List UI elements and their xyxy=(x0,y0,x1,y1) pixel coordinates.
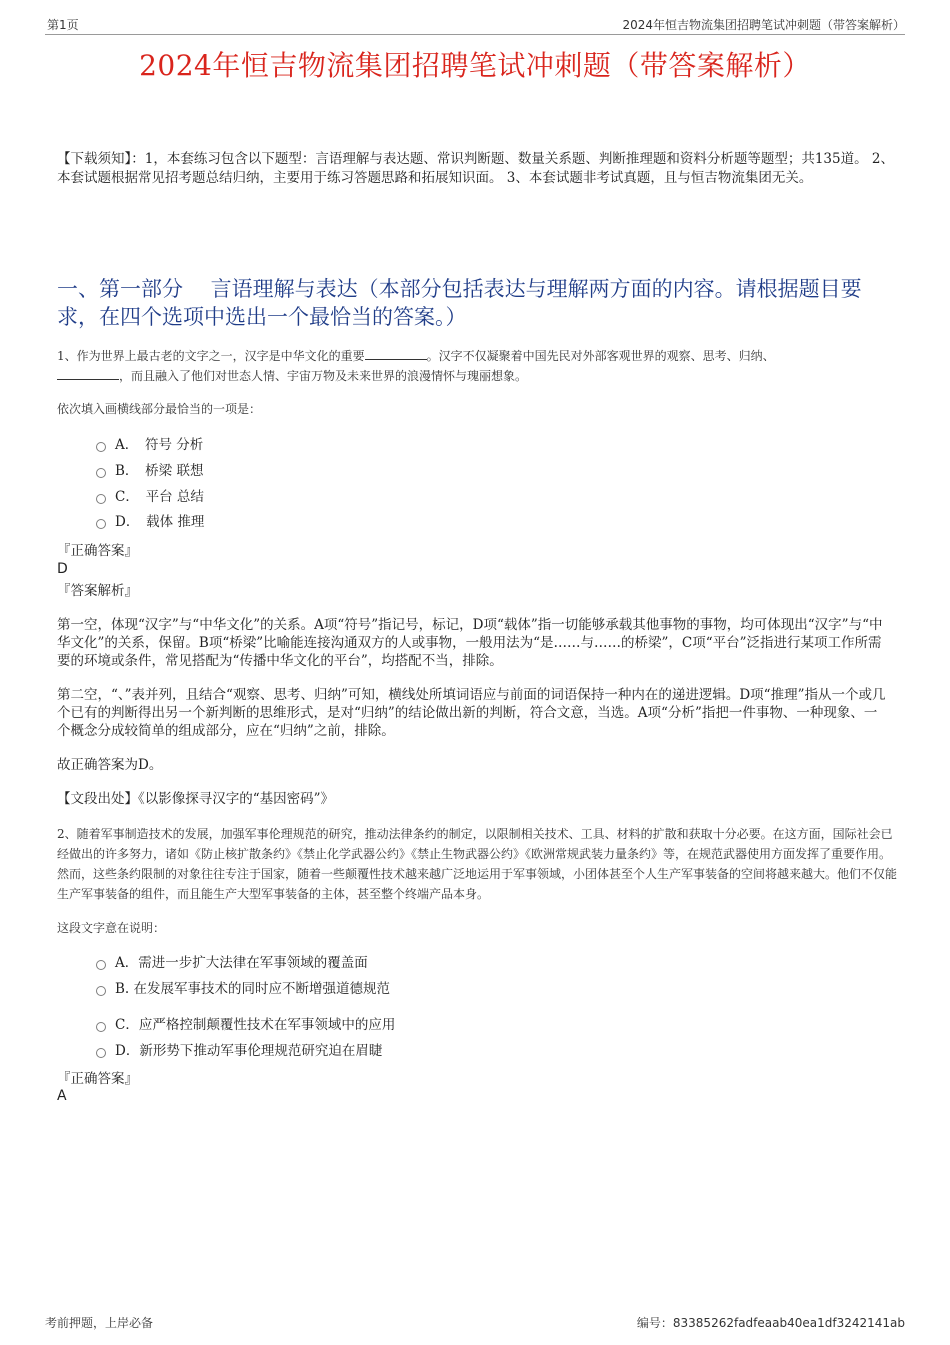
radio-icon[interactable] xyxy=(96,986,106,996)
q2-option-d[interactable]: D．新形势下推动军事伦理规范研究迫在眉睫 xyxy=(96,1041,382,1061)
fill-blank-1 xyxy=(365,347,427,360)
q2-answer: A xyxy=(57,1088,67,1104)
header-doc-title: 2024年恒吉物流集团招聘笔试冲刺题（带答案解析） xyxy=(622,18,905,32)
q1-analysis-label: 『答案解析』 xyxy=(57,583,138,599)
q1-analysis-paragraph-1: 第一空，体现“汉字”与“中华文化”的关系。A项“符号”指记号，标记，D项“载体”指一切能够承载其他事物的事物，均可体现出“汉字”与“中华文化”的关系，保留。B项“桥梁”比喻能连接沟通双方的人或事物，一般用法为“是……与……的桥梁”，C项“平台”泛指进行某项工作所需要的环境或条件，常见搭配为“传播中华文化的平台”，均搭配不当，排除。 xyxy=(57,617,883,669)
radio-icon[interactable] xyxy=(96,442,106,452)
page-header xyxy=(45,14,905,35)
q1-source: 【文段出处】《以影像探寻汉字的“基因密码”》 xyxy=(57,791,335,807)
radio-icon[interactable] xyxy=(96,1048,106,1058)
q2-option-c[interactable]: C．应严格控制颠覆性技术在军事领域中的应用 xyxy=(96,1015,395,1035)
radio-icon[interactable] xyxy=(96,1022,106,1032)
radio-icon[interactable] xyxy=(96,519,106,529)
q1-analysis-paragraph-2: 第二空，“、”表并列，且结合“观察、思考、归纳”可知，横线处所填词语应与前面的词语保持一种内在的递进逻辑。D项“推理”指从一个或几个已有的判断得出另一个新判断的思维形式，是对“归纳”的结论做出新的判断，符合文意，当选。A项“分析”指把一件事物、一种现象、一个概念分成较简单的组成部分，应在“归纳”之前，排除。 xyxy=(57,687,886,739)
question-1-stem: 1、作为世界上最古老的文字之一，汉字是中华文化的重要 。汉字不仅凝聚着中国先民对外部客观世界的观察、思考、归纳、 ，而且融入了他们对世态人情、宇宙万物及未来世界的浪漫情怀与瑰丽想象。 xyxy=(57,349,775,383)
q1-option-c[interactable]: C． 平台 总结 xyxy=(96,487,204,507)
q2-option-a[interactable]: A．需进一步扩大法律在军事领域的覆盖面 xyxy=(96,953,368,973)
download-notice: 【下载须知】：1，本套练习包含以下题型：言语理解与表达题、常识判断题、数量关系题、判断推理题和资料分析题等题型；共135道。 2、本套试题根据常见招考题总结归纳，主要用于练习答题思路和拓展知识面。 3、本套试题非考试真题，且与恒吉物流集团无关。 xyxy=(57,151,894,186)
q1-option-b[interactable]: B． 桥梁 联想 xyxy=(96,461,203,481)
q1-answer: D xyxy=(57,561,68,577)
question-1-prompt: 依次填入画横线部分最恰当的一项是： xyxy=(57,402,262,416)
q1-conclusion: 故正确答案为D。 xyxy=(57,757,163,773)
section-heading: 一、第一部分 言语理解与表达（本部分包括表达与理解两方面的内容。请根据题目要求，在四个选项中选出一个最恰当的答案。） xyxy=(57,277,862,329)
footer-slogan: 考前押题，上岸必备 xyxy=(45,1316,154,1330)
question-2-prompt: 这段文字意在说明： xyxy=(57,921,166,935)
q1-answer-label: 『正确答案』 xyxy=(57,543,138,559)
question-2-stem: 2、随着军事制造技术的发展，加强军事伦理规范的研究，推动法律条约的制定，以限制相关技术、工具、材料的扩散和获取十分必要。在这方面，国际社会已经做出的许多努力，诸如《防止核扩散条约》《禁止化学武器公约》《禁止生物武器公约》《欧洲常规武装力量条约》等，在规范武器使用方面发挥了重要作用。然而，这些条约限制的对象往往专注于国家，随着一些颠覆性技术越来越广泛地运用于军事领域，小团体甚至个人生产军事装备的空间将越来越大。他们不仅能生产军事装备的组件，而且能生产大型军事装备的主体，甚至整个终端产品本身。 xyxy=(57,827,898,901)
page-number-label: 第1页 xyxy=(47,18,79,32)
q1-option-d[interactable]: D． 载体 推理 xyxy=(96,512,204,532)
document-title: 2024年恒吉物流集团招聘笔试冲刺题（带答案解析） xyxy=(139,49,811,82)
q1-option-a[interactable]: A． 符号 分析 xyxy=(96,435,203,455)
q2-answer-label: 『正确答案』 xyxy=(57,1071,138,1087)
fill-blank-2 xyxy=(57,367,119,380)
radio-icon[interactable] xyxy=(96,960,106,970)
radio-icon[interactable] xyxy=(96,494,106,504)
footer-document-id: 编号：83385262fadfeaab40ea1df3242141ab xyxy=(636,1316,905,1330)
q2-option-b[interactable]: B. 在发展军事技术的同时应不断增强道德规范 xyxy=(96,979,390,999)
radio-icon[interactable] xyxy=(96,468,106,478)
